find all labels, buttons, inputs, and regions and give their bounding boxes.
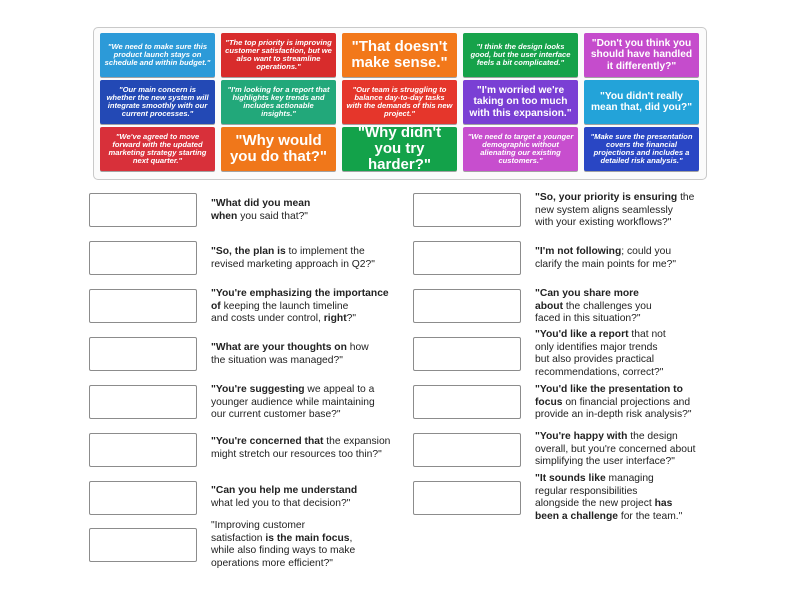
prompt-emphasis: about (535, 300, 564, 312)
answer-tile[interactable] (100, 127, 215, 171)
prompt-text: only identifies major trends (535, 341, 658, 353)
drop-slot[interactable] (89, 385, 197, 419)
answer-tile[interactable] (463, 80, 578, 124)
answer-tile-text: "We need to make sure this product launch stays on schedule and within budget." (104, 41, 211, 68)
answer-tile-text: "The top priority is improving customer satisfaction, but we also want to streamline operations." (225, 37, 332, 72)
prompt-emphasis: right (323, 313, 347, 325)
prompt-emphasis: "You're emphasizing the importance (211, 288, 389, 299)
match-prompt (211, 485, 396, 510)
prompt-text: new system aligns seamlessly (535, 204, 673, 216)
answer-tile-text: "Why didn't you try harder?" (357, 127, 442, 171)
answer-tile-tray (93, 27, 707, 180)
prompt-emphasis: "So, the plan is (211, 246, 286, 257)
prompt-text: on financial projections and (562, 396, 691, 408)
prompt-emphasis: "It sounds like (535, 473, 606, 484)
match-prompt (535, 329, 720, 379)
match-prompt (211, 246, 396, 271)
prompt-emphasis: "Can you share more (535, 288, 639, 299)
answer-tile-text: "We need to target a younger demographic without alienating our existing customers." (467, 131, 574, 166)
match-prompt (535, 246, 720, 271)
prompt-text: regular responsibilities (535, 485, 638, 497)
prompt-text: you said that?" (237, 210, 308, 222)
answer-tile[interactable] (342, 80, 457, 124)
match-prompt (211, 520, 396, 570)
match-prompt (535, 473, 720, 523)
prompt-text: simplifying the user interface?" (535, 456, 675, 468)
prompt-text: satisfaction (211, 532, 266, 544)
prompt-emphasis: "What did you mean (211, 198, 311, 209)
answer-tile[interactable] (221, 33, 336, 77)
answer-tile[interactable] (584, 80, 699, 124)
answer-tile[interactable] (100, 33, 215, 77)
drop-slot[interactable] (413, 337, 521, 371)
answer-tile-text: "I'm worried we're taking on too much with this expansion." (469, 85, 572, 119)
answer-tile-text: "You didn't really mean that, did you?" (590, 90, 693, 113)
prompt-emphasis: of (211, 300, 221, 312)
answer-tile-text: "I think the design looks good, but the user interface feels a bit complicated." (470, 41, 571, 68)
match-prompt (535, 288, 720, 326)
prompt-emphasis: "You'd like a report (535, 329, 629, 340)
drop-slot[interactable] (89, 337, 197, 371)
prompt-text: clarify the main points for me?" (535, 258, 677, 270)
prompt-emphasis: "Can you help me understand (211, 485, 358, 496)
prompt-text: our current customer base?" (211, 409, 341, 421)
prompt-text: and costs under control, (211, 313, 324, 325)
drop-slot[interactable] (89, 433, 197, 467)
prompt-text: what led you to that decision?" (211, 497, 351, 509)
answer-tile-text: "Why would you do that?" (229, 132, 328, 165)
match-prompt (535, 192, 720, 230)
prompt-text: but also provides practical (535, 354, 655, 366)
prompt-emphasis: has (654, 498, 673, 510)
answer-tile-text: "Our team is struggling to balance day-to-day tasks with the demands of this new project." (346, 84, 453, 119)
prompt-text: ; could you (621, 246, 672, 257)
drop-slot[interactable] (413, 241, 521, 275)
prompt-text: the situation was managed?" (211, 354, 343, 366)
answer-tile[interactable] (463, 127, 578, 171)
prompt-text: to implement the (285, 246, 365, 257)
prompt-text: how (346, 342, 369, 353)
match-prompt (535, 431, 720, 469)
prompt-emphasis: focus (535, 396, 563, 408)
answer-tile[interactable] (342, 127, 457, 171)
prompt-emphasis: is the main focus (265, 532, 350, 544)
prompt-text: for the team." (617, 510, 683, 522)
drop-slot[interactable] (89, 481, 197, 515)
answer-tile[interactable] (100, 80, 215, 124)
drop-slot[interactable] (413, 433, 521, 467)
prompt-text: we appeal to a (304, 384, 375, 395)
drop-slot[interactable] (413, 193, 521, 227)
prompt-emphasis: "You're suggesting (211, 384, 305, 395)
match-prompt (211, 198, 396, 223)
drop-slot[interactable] (413, 385, 521, 419)
drop-slot[interactable] (413, 481, 521, 515)
prompt-emphasis: "You're happy with (535, 431, 628, 442)
match-prompt (211, 288, 396, 326)
prompt-emphasis: "I'm not following (535, 246, 622, 257)
prompt-emphasis: when (211, 210, 238, 222)
prompt-text: managing (605, 473, 654, 484)
prompt-text: ?" (346, 313, 357, 325)
prompt-text: provide an in-depth risk analysis?" (535, 409, 692, 421)
prompt-text: overall, but you're concerned about (535, 443, 696, 455)
prompt-text: the challenges you (563, 300, 652, 312)
prompt-emphasis: "What are your thoughts on (211, 342, 347, 353)
answer-tile[interactable] (584, 127, 699, 171)
answer-tile[interactable] (463, 33, 578, 77)
answer-tile[interactable] (342, 33, 457, 77)
prompt-text: , (349, 532, 353, 544)
drop-slot[interactable] (89, 193, 197, 227)
prompt-text: while also finding ways to make (211, 545, 356, 557)
drop-slot[interactable] (413, 289, 521, 323)
prompt-text: recommendations, correct?" (535, 366, 664, 378)
answer-tile[interactable] (221, 80, 336, 124)
match-prompt (535, 384, 720, 422)
prompt-text: alongside the new project (535, 498, 655, 510)
answer-tile[interactable] (221, 127, 336, 171)
answer-tile-text: "Our main concern is whether the new system will integrate smoothly with our current processes." (106, 84, 209, 119)
prompt-text: the expansion (323, 436, 391, 447)
answer-tile-text: "Don't you think you should have handled it differently?" (590, 38, 693, 72)
drop-slot[interactable] (89, 528, 197, 562)
prompt-emphasis: been a challenge (535, 510, 618, 522)
prompt-emphasis: "You'd like the presentation to (535, 384, 683, 395)
prompt-text: might stretch our resources too thin?" (211, 448, 382, 460)
drop-slot[interactable] (89, 289, 197, 323)
answer-tile-text: "That doesn't make sense." (351, 38, 448, 71)
answer-tile-text: "Make sure the presentation covers the financial projections and includes a detailed risk analysis." (590, 131, 693, 166)
answer-tile-text: "I'm looking for a report that highlights key trends and includes actionable insights." (227, 84, 330, 119)
match-prompt (211, 384, 396, 422)
prompt-text: younger audience while maintaining (211, 396, 375, 408)
prompt-text: with your existing workflows?" (535, 217, 672, 229)
prompt-text: operations more efficient?" (211, 557, 333, 569)
prompt-text: the (677, 192, 695, 203)
answer-tile-text: "We've agreed to move forward with the updated marketing strategy starting next quarter." (108, 131, 207, 166)
match-prompt (211, 342, 396, 367)
prompt-text: faced in this situation?" (535, 313, 641, 325)
match-prompt (211, 436, 396, 461)
prompt-emphasis: "So, your priority is ensuring (535, 192, 678, 203)
prompt-text: revised marketing approach in Q2?" (211, 258, 375, 270)
prompt-text: that not (628, 329, 666, 340)
prompt-emphasis: "You're concerned that (211, 436, 324, 447)
prompt-text: the design (627, 431, 678, 442)
drop-slot[interactable] (89, 241, 197, 275)
answer-tile[interactable] (584, 33, 699, 77)
prompt-text: "Improving customer (211, 520, 306, 531)
prompt-text: keeping the launch timeline (220, 300, 349, 312)
